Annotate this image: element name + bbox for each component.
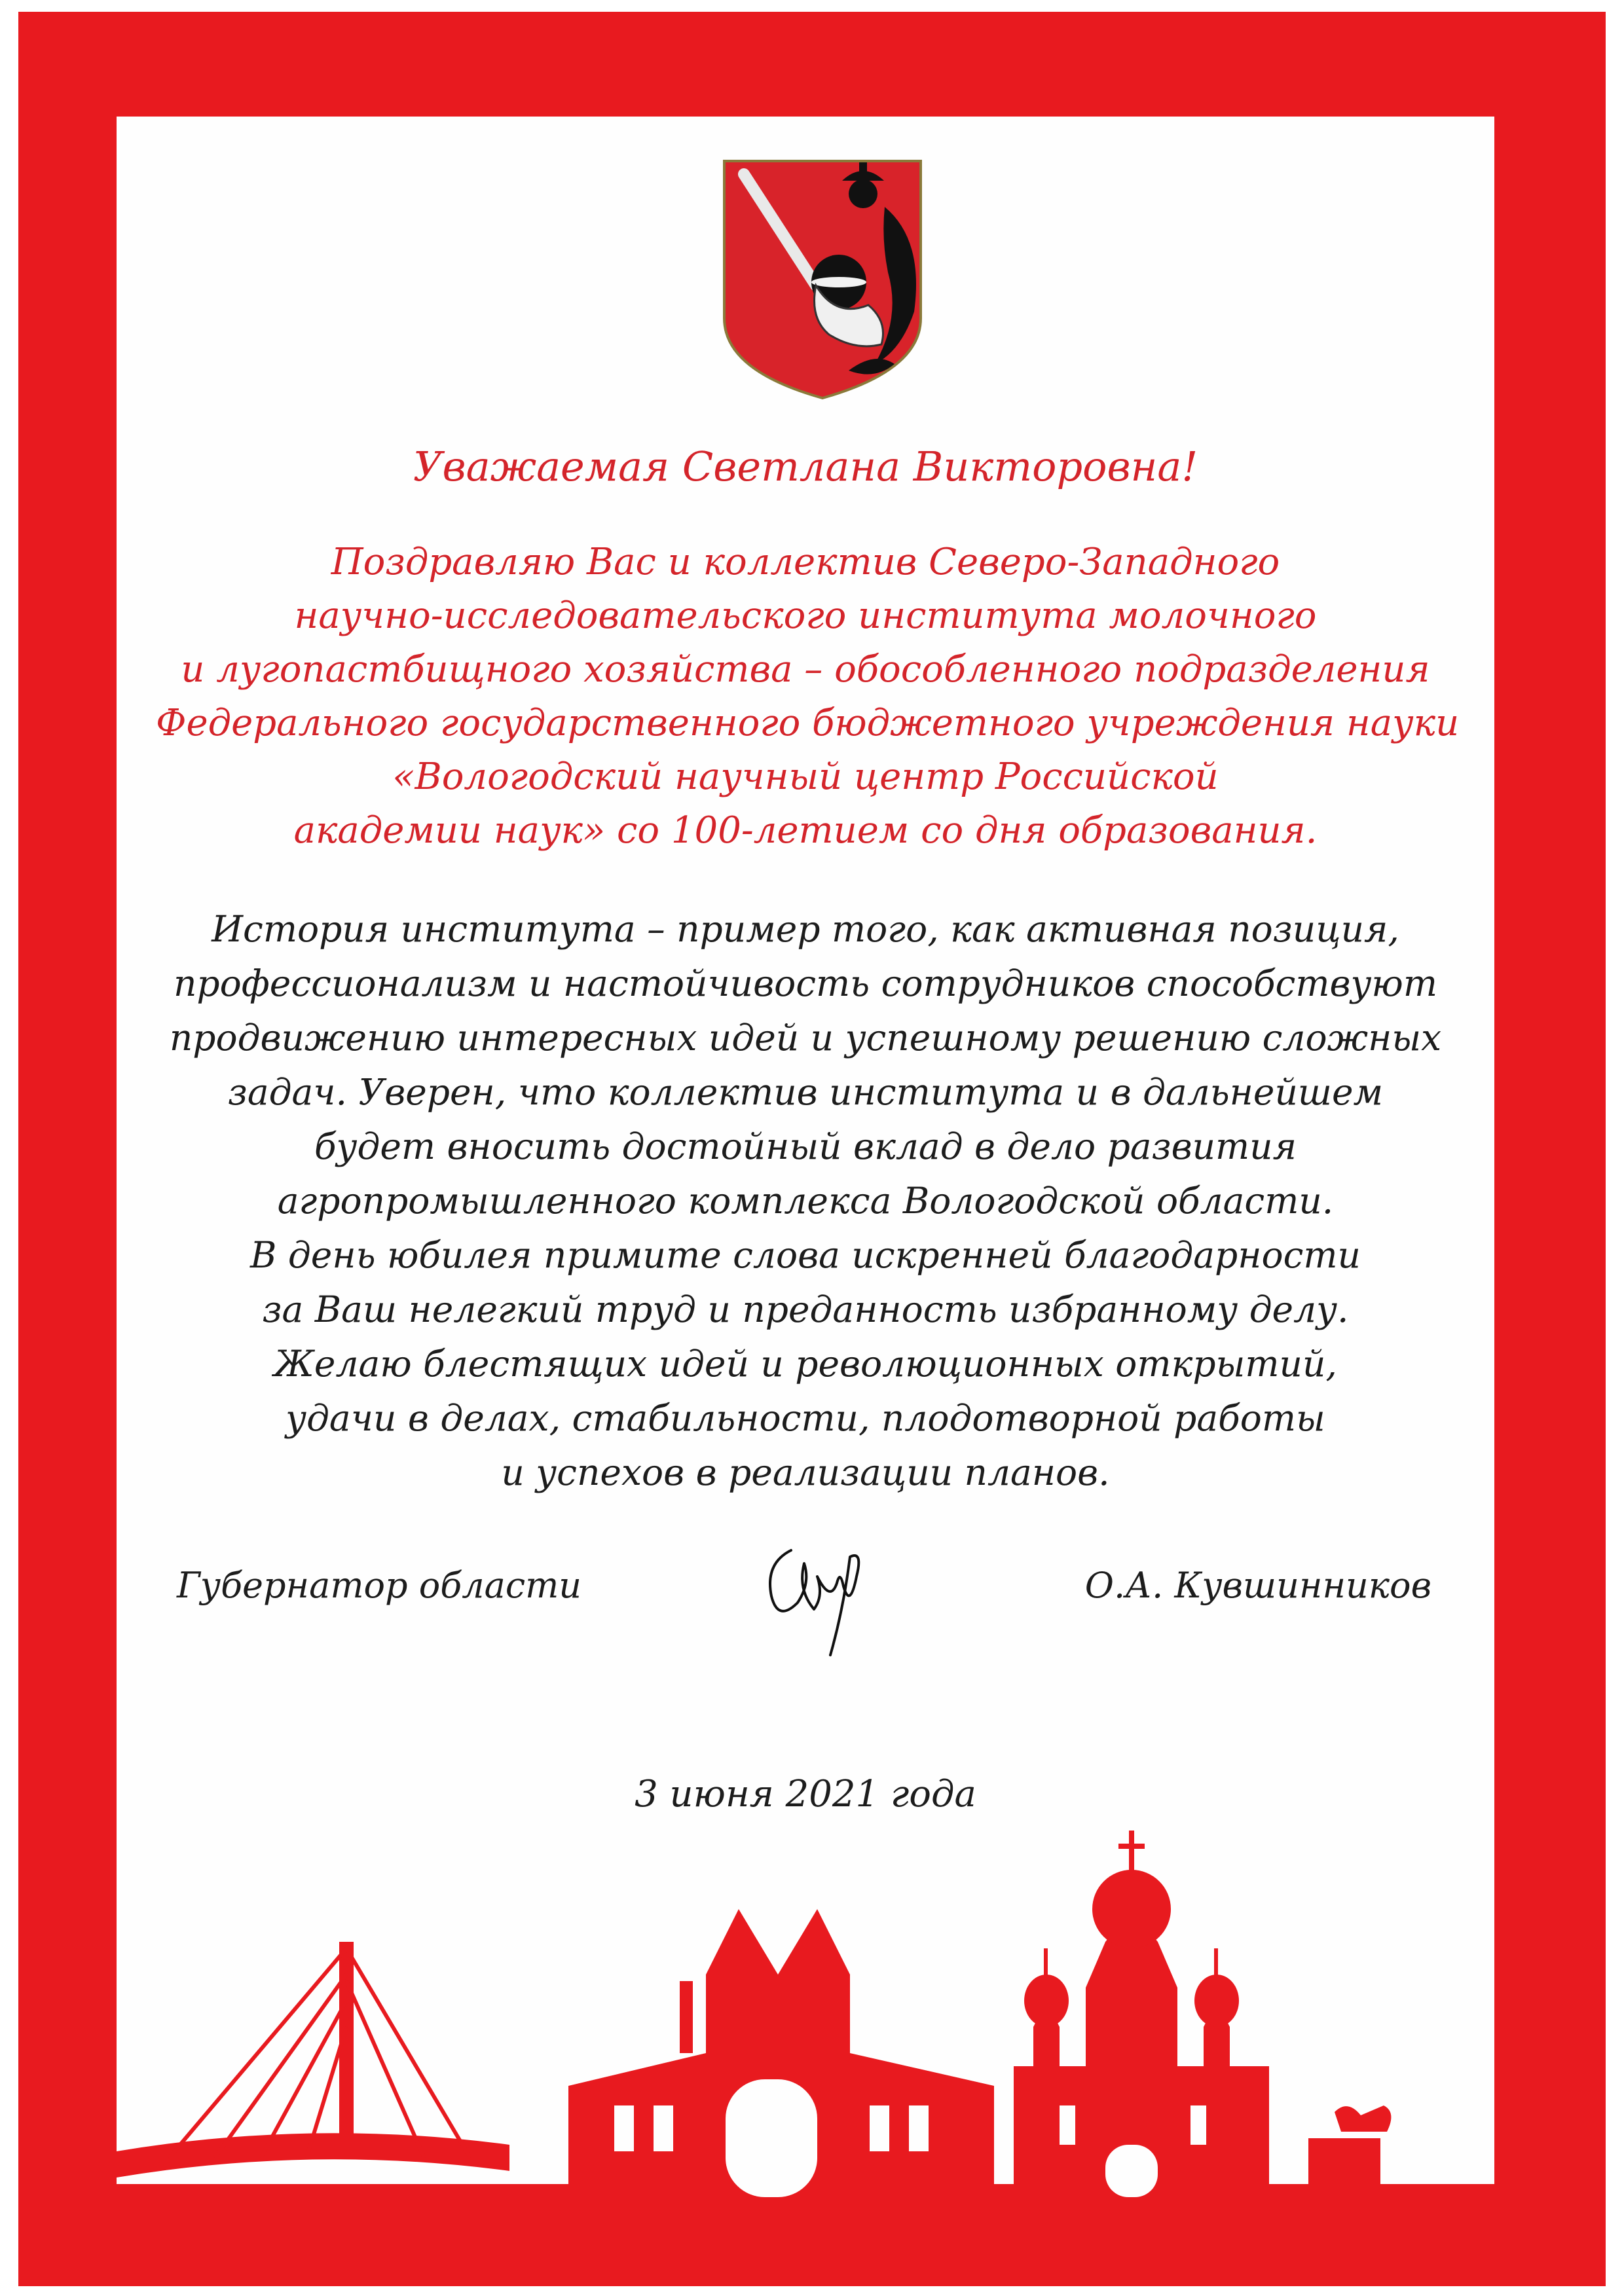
congratulation-line: научно-исследовательского института молочного bbox=[294, 594, 1317, 637]
body-line: профессионализм и настойчивость сотрудников способствуют bbox=[174, 962, 1437, 1004]
congratulation-line: «Вологодский научный центр Российской bbox=[392, 756, 1219, 798]
congratulation-line: Федерального государственного бюджетного учреждения науки bbox=[156, 702, 1460, 744]
signature-icon bbox=[752, 1524, 896, 1668]
body-line: История института – пример того, как активная позиция, bbox=[212, 908, 1399, 950]
body-line: задач. Уверен, что коллектив института и в дальнейшем bbox=[227, 1071, 1384, 1113]
body-line: будет вносить достойный вклад в дело развития bbox=[314, 1125, 1297, 1167]
city-skyline-icon bbox=[117, 1778, 1494, 2250]
congratulation-line: академии наук» со 100-летием со дня образования. bbox=[293, 809, 1318, 852]
body-line: удачи в делах, стабильности, плодотворной работы bbox=[286, 1397, 1325, 1439]
body-line: за Ваш нелегкий труд и преданность избранному делу. bbox=[262, 1288, 1349, 1330]
letter-date: 3 июня 2021 года bbox=[635, 1773, 976, 1815]
coat-of-arms-icon bbox=[718, 155, 927, 403]
body-line: продвижению интересных идей и успешному решению сложных bbox=[169, 1017, 1442, 1059]
letter-card bbox=[117, 117, 1494, 2250]
congratulation-line: Поздравляю Вас и коллектив Северо-Западного bbox=[331, 541, 1280, 583]
congratulation-line: и лугопастбищного хозяйства – обособленного подразделения bbox=[181, 648, 1430, 691]
greeting: Уважаемая Светлана Викторовна! bbox=[413, 443, 1198, 490]
body-line: агропромышленного комплекса Вологодской области. bbox=[277, 1180, 1334, 1222]
body-paragraph bbox=[162, 902, 1449, 1500]
congratulation-paragraph bbox=[156, 536, 1460, 858]
body-line: Желаю блестящих идей и революционных открытий, bbox=[274, 1343, 1337, 1385]
signer-position: Губернатор области bbox=[177, 1565, 582, 1606]
signer-name: О.А. Кувшинников bbox=[1084, 1565, 1431, 1606]
body-line: В день юбилея примите слова искренней благодарности bbox=[250, 1234, 1361, 1276]
body-line: и успехов в реализации планов. bbox=[501, 1451, 1110, 1493]
